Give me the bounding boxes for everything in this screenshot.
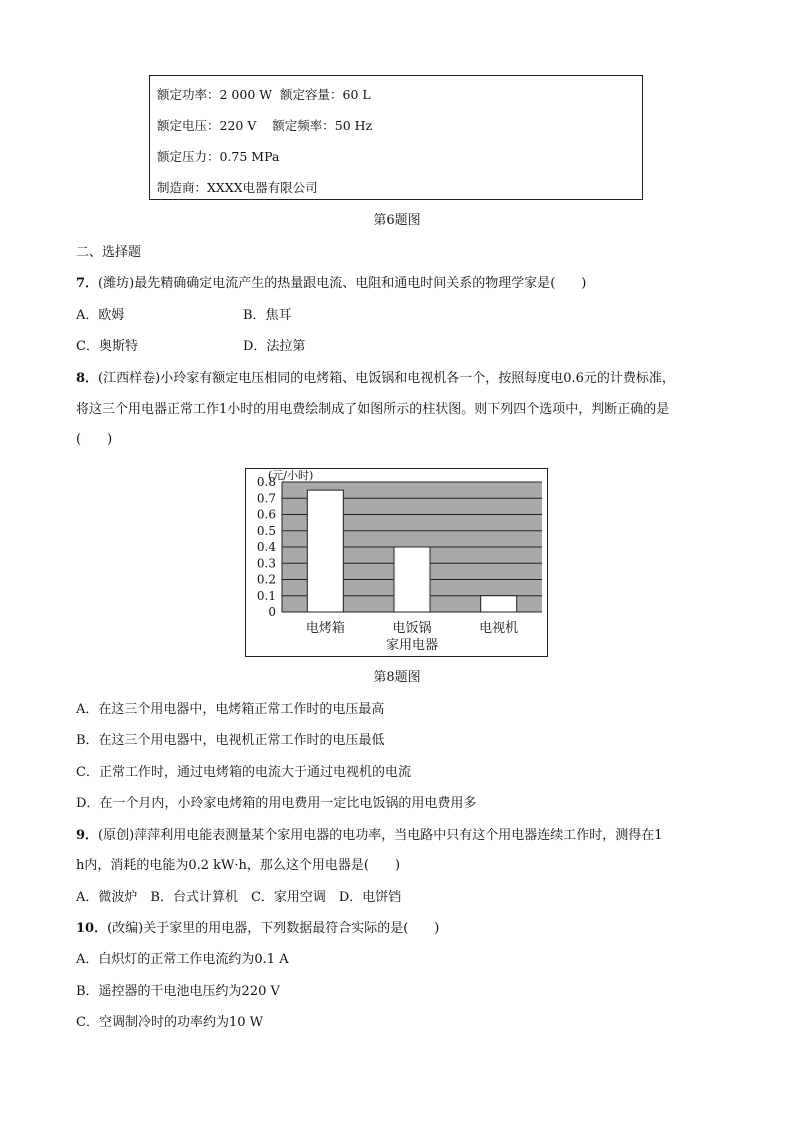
bar <box>307 490 343 612</box>
y-tick-label: 0.3 <box>256 556 276 571</box>
spec-row-manufacturer: 制造商：XXXX电器有限公司 <box>157 180 318 195</box>
question-8-option-a: A．在这三个用电器中，电烤箱正常工作时的电压最高 <box>76 702 385 717</box>
y-tick-label: 0.4 <box>256 540 276 554</box>
bar <box>481 596 517 612</box>
question-10-option-b: B．遥控器的干电池电压约为220 V <box>76 984 280 999</box>
question-10-option-c: C．空调制冷时的功率约为10 W <box>76 1015 263 1030</box>
question-7-number: 7． <box>76 276 99 291</box>
y-tick-label: 0.2 <box>256 572 276 587</box>
spec-row-power-capacity: 额定功率：2 000 W 额定容量：60 L <box>157 87 371 102</box>
question-8-line-1 <box>76 367 675 386</box>
question-9-text-1: (原创)萍萍利用电能表测量某个家用电器的电功率，当电路中只有这个用电器连续工作时，测得在1 <box>98 828 663 843</box>
y-axis-label: (元/小时) <box>268 469 314 482</box>
question-10-text: (改编)关于家里的用电器，下列数据最符合实际的是( ) <box>107 921 440 936</box>
y-tick-label: 0 <box>268 605 276 619</box>
question-8-option-b: B．在这三个用电器中，电视机正常工作时的电压最低 <box>76 733 385 748</box>
question-7-option-c: C．奥斯特 <box>76 339 138 354</box>
question-7-option-d: D．法拉第 <box>243 339 306 354</box>
figure-6-caption: 第6题图 <box>373 213 421 228</box>
spec-row-pressure: 额定压力：0.75 MPa <box>157 149 280 164</box>
y-tick-label: 0.5 <box>256 523 276 538</box>
question-8-line-2: 将这三个用电器正常工作1小时的用电费绘制成了如图所示的柱状图。则下列四个选项中，判断正确的是 <box>76 402 670 417</box>
question-7 <box>76 272 586 291</box>
question-9-line-2: h内，消耗的电能为0.2 kW·h，那么这个用电器是( ) <box>76 858 401 873</box>
question-8-number: 8． <box>76 371 99 386</box>
question-8-line-3: ( ) <box>76 432 113 447</box>
x-axis-label: 家用电器 <box>385 638 439 653</box>
figure-8-caption: 第8题图 <box>373 670 421 685</box>
question-9-options: A．微波炉 B．台式计算机 C．家用空调 D．电饼铛 <box>76 890 402 905</box>
question-7-option-b: B．焦耳 <box>243 308 292 323</box>
question-7-text: (潍坊)最先精确确定电流产生的热量跟电流、电阻和通电时间关系的物理学家是( ) <box>98 276 587 291</box>
question-8-text-1: (江西样卷)小玲家有额定电压相同的电烤箱、电饭锅和电视机各一个，按照每度电0.6元的计费标准， <box>98 371 675 386</box>
question-8-option-c: C．正常工作时，通过电烤箱的电流大于通过电视机的电流 <box>76 765 411 780</box>
question-10-number: 10． <box>76 921 108 936</box>
question-7-option-a: A．欧姆 <box>76 308 125 323</box>
x-category-label: 电视机 <box>479 621 519 636</box>
y-tick-label: 0.1 <box>256 588 276 603</box>
y-tick-label: 0.7 <box>256 491 276 506</box>
spec-row-voltage-frequency: 额定电压：220 V 额定频率：50 Hz <box>157 118 373 133</box>
x-category-label: 电烤箱 <box>305 621 345 636</box>
question-10 <box>76 917 439 936</box>
spec-nameplate-box <box>149 75 643 200</box>
y-tick-label: 0.8 <box>256 475 276 489</box>
bar <box>394 547 430 612</box>
y-tick-label: 0.6 <box>256 507 276 522</box>
bar-chart <box>246 469 547 656</box>
figure-8-chart-frame <box>245 468 548 657</box>
question-9-number: 9． <box>76 828 99 843</box>
question-8-option-d: D．在一个月内，小玲家电烤箱的用电费用一定比电饭锅的用电费用多 <box>76 796 477 811</box>
question-9-line-1 <box>76 824 662 843</box>
question-10-option-a: A．白炽灯的正常工作电流约为0.1 A <box>76 952 289 967</box>
x-category-label: 电饭锅 <box>392 621 432 636</box>
section-title: 二、选择题 <box>76 245 142 260</box>
